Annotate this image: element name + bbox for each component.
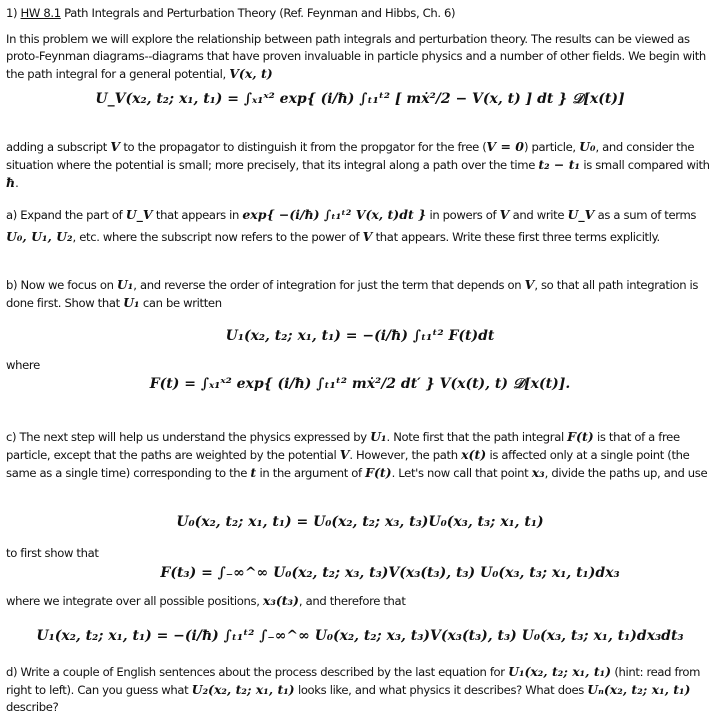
paragraph-where: [6, 357, 712, 374]
text-run: that appears. Write these first three terms explicitly.: [372, 230, 660, 244]
text-run: a) Expand the part of: [6, 208, 126, 222]
inline-math: U_V: [567, 207, 595, 222]
text-run: adding a subscript: [6, 140, 111, 154]
paragraph-subscript: [6, 138, 712, 192]
inline-math: F(t): [567, 429, 594, 444]
text-run: . Let's now call that point: [391, 466, 532, 480]
text-run: to the propagator to distinguish it from the propgator for the free (: [120, 140, 487, 154]
inline-math: Uₙ(x₂, t₂; x₁, t₁): [587, 682, 691, 697]
paragraph-first-show: [6, 545, 712, 562]
inline-math: V: [110, 139, 121, 154]
inline-math: V: [339, 447, 350, 462]
text-run: is small compared with: [580, 158, 710, 172]
inline-math: V: [499, 207, 510, 222]
inline-math: U₀: [579, 139, 596, 154]
problem-title-text: Path Integrals and Perturbation Theory (Ref. Feynman and Hibbs, Ch. 6): [64, 6, 456, 20]
inline-math: x₃(t₃): [262, 593, 299, 608]
text-run: as a sum of terms: [594, 208, 697, 222]
inline-math: F(t): [365, 465, 392, 480]
text-run: c) The next step will help us understand the physics expressed by: [6, 430, 371, 444]
text-run: , and consider the situation where the potential is small; more precisely, that its integral along a path over the time: [6, 140, 695, 172]
paragraph-part-c: [6, 428, 712, 482]
text-run: describe?: [6, 700, 59, 714]
inline-math: t: [250, 465, 257, 480]
equation-F: F(t) = ∫ₓ₁ˣ² exp{ (i/ħ) ∫ₜ₁ᵗ² mẋ²/2 dt′ } V(x(t), t) 𝒟[x(t)].: [149, 376, 571, 392]
paragraph-part-d: [6, 663, 712, 716]
inline-math: V = 0: [486, 139, 524, 154]
text-run: d) Write a couple of English sentences about the process described by the last equation for: [6, 665, 509, 679]
equation-u1: U₁(x₂, t₂; x₁, t₁) = −(i/ħ) ∫ₜ₁ᵗ² F(t)dt: [225, 328, 495, 344]
text-run: can be written: [139, 296, 222, 310]
text-run: in powers of: [426, 208, 500, 222]
text-run: in the argument of: [256, 466, 366, 480]
inline-math: U₁: [116, 277, 134, 292]
inline-math: U₂(x₂, t₂; x₁, t₁): [191, 682, 295, 697]
text-run: where we integrate over all possible positions,: [6, 594, 263, 608]
text-run: In this problem we will explore the relationship between path integrals and perturbation theory. The results can be viewed as proto-Feynman diagrams--diagrams that have proven invaluable in particle physics and a number of other fields. We begin with the path integral for a general potential,: [6, 32, 706, 81]
inline-math: V: [362, 229, 373, 244]
text-run: (hint: read from right to left). Can you guess what: [6, 665, 701, 697]
text-run: . Note first that the path integral: [386, 430, 568, 444]
equation-propagator: U_V(x₂, t₂; x₁, t₁) = ∫ₓ₁ˣ² exp{ (i/ħ) ∫ₜ₁ᵗ² [ mẋ²/2 − V(x, t) ] dt } 𝒟[x(t)]: [95, 91, 625, 107]
text-run: where: [6, 358, 40, 372]
inline-math: exp{ −(i/ħ) ∫ₜ₁ᵗ² V(x, t)dt }: [242, 207, 427, 222]
text-run: looks like, and what physics it describes? What does: [294, 683, 588, 697]
inline-math: U_V: [125, 207, 153, 222]
text-run: is affected only at a single point (the same as a single time) corresponding to the: [6, 448, 690, 480]
text-run: , divide the paths up, and use: [544, 466, 708, 480]
problem-number: 1): [6, 6, 18, 20]
inline-math: V: [524, 277, 535, 292]
inline-math: ħ: [6, 175, 16, 190]
inline-math: V(x, t): [229, 66, 273, 81]
text-run: is that of a free particle, except that the paths are weighted by the potential: [6, 430, 680, 462]
inline-math: U₁(x₂, t₂; x₁, t₁): [508, 664, 611, 679]
paragraph-part-a: [6, 204, 712, 248]
text-run: , so that all path integration is done first. Show that: [6, 278, 699, 310]
equation-F3: F(t₃) = ∫₋∞^∞ U₀(x₂, t₂; x₃, t₃)V(x₃(t₃), t₃) U₀(x₃, t₃; x₁, t₁)dx₃: [160, 565, 620, 581]
text-run: b) Now we focus on: [6, 278, 117, 292]
inline-math: t₂ − t₁: [538, 157, 580, 172]
paragraph-intro: [6, 31, 712, 83]
text-run: , and reverse the order of integration for just the term that depends on: [133, 278, 525, 292]
inline-math: U₀, U₁, U₂: [6, 229, 73, 244]
problem-title: [6, 5, 712, 22]
inline-math: U₁: [123, 295, 140, 310]
text-run: to first show that: [6, 546, 99, 560]
paragraph-part-b: [6, 276, 712, 312]
text-run: ) particle,: [524, 140, 580, 154]
inline-math: x₃: [531, 465, 545, 480]
text-run: .: [15, 176, 19, 190]
text-run: , etc. where the subscript now refers to the power of: [72, 230, 363, 244]
equation-u1-full: U₁(x₂, t₂; x₁, t₁) = −(i/ħ) ∫ₜ₁ᵗ² ∫₋∞^∞ U₀(x₂, t₂; x₃, t₃)V(x₃(t₃), t₃) U₀(x₃, t₃; x₁, t₁)dx₃dt₃: [36, 628, 684, 644]
inline-math: x(t): [461, 447, 487, 462]
text-run: and write: [509, 208, 568, 222]
hw-link[interactable]: HW 8.1: [20, 6, 61, 20]
equation-split: U₀(x₂, t₂; x₁, t₁) = U₀(x₂, t₂; x₃, t₃)U₀(x₃, t₃; x₁, t₁): [176, 514, 544, 530]
inline-math: U₁: [370, 429, 387, 444]
text-run: , and therefore that: [298, 594, 406, 608]
paragraph-where2: [6, 592, 712, 610]
text-run: that appears in: [152, 208, 243, 222]
text-run: . However, the path: [349, 448, 462, 462]
